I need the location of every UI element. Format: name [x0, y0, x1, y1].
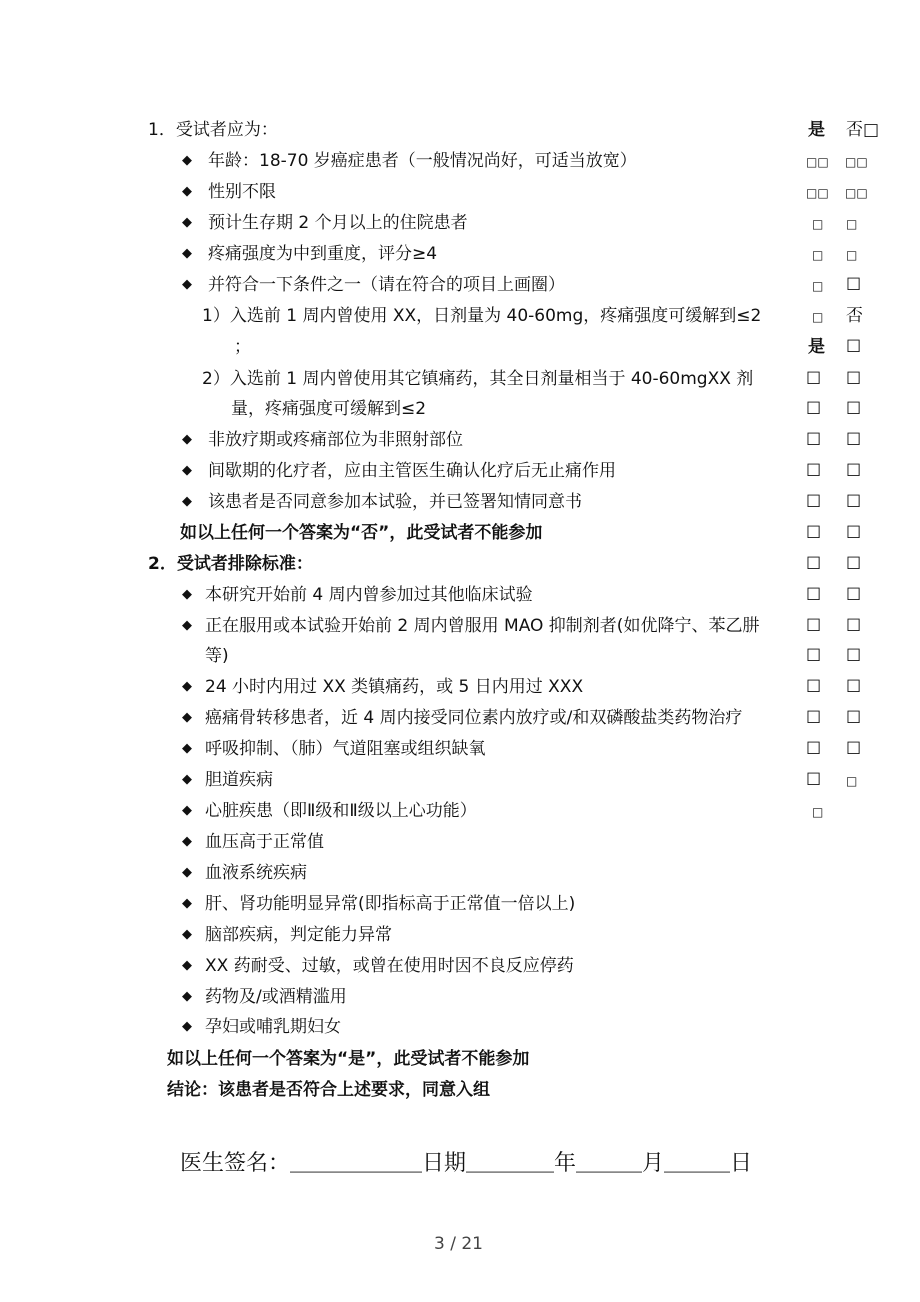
checkbox-yes[interactable]: ☐ [806, 739, 822, 759]
checkbox-no[interactable]: □□ [845, 186, 868, 200]
exclusion-item: 心脏疾患（即Ⅱ级和Ⅱ级以上心功能） [205, 801, 477, 821]
bullet-icon: ◆ [182, 587, 192, 602]
checkbox-no[interactable]: ☐ [846, 708, 862, 728]
exclusion-item: 癌痛骨转移患者，近 4 周内接受同位素内放疗或/和双磷酸盐类药物治疗 [205, 708, 743, 728]
checkbox-yes[interactable]: ☐ [806, 492, 822, 512]
checkbox-no[interactable]: ☐ [846, 677, 862, 697]
page-number: 3 / 21 [434, 1234, 483, 1254]
bullet-icon: ◆ [182, 989, 192, 1004]
checkbox-yes[interactable]: ☐ [806, 461, 822, 481]
exclusion-item: 本研究开始前 4 周内曾参加过其他临床试验 [205, 585, 533, 605]
inclusion-item: 年龄：18-70 岁癌症患者（一般情况尚好，可适当放宽） [208, 151, 637, 171]
sub-item-1: 1）入选前 1 周内曾使用 XX，日剂量为 40-60mg，疼痛强度可缓解到≤2 [202, 306, 762, 326]
bullet-icon: ◆ [182, 1019, 192, 1034]
exclusion-item: 呼吸抑制、（肺）气道阻塞或组织缺氧 [205, 739, 486, 759]
conclusion: 结论：该患者是否符合上述要求，同意入组 [167, 1080, 490, 1100]
bullet-icon: ◆ [182, 494, 192, 509]
bullet-icon: ◆ [182, 463, 192, 478]
checkbox-no[interactable]: ☐ [846, 554, 862, 574]
exclusion-item: 血压高于正常值 [205, 832, 324, 852]
yes-label: 是 [808, 337, 825, 357]
bullet-icon: ◆ [182, 741, 192, 756]
checkbox-yes[interactable]: ☐ [806, 369, 822, 389]
bullet-icon: ◆ [182, 958, 192, 973]
checkbox-yes[interactable]: □ [812, 805, 824, 819]
section-2-title: 2．受试者排除标准： [148, 554, 313, 574]
checkbox-yes[interactable]: ☐ [806, 616, 822, 636]
checkbox-yes[interactable]: □ [812, 248, 824, 262]
checkbox-no[interactable]: □ [846, 774, 858, 788]
checkbox-no[interactable]: ☐ [846, 275, 862, 295]
section-1-title: 1．受试者应为： [148, 120, 278, 140]
checkbox-yes[interactable]: □ [812, 310, 824, 324]
exclusion-item: 血液系统疾病 [205, 863, 307, 883]
bullet-icon: ◆ [182, 184, 192, 199]
checkbox-yes[interactable]: ☐ [806, 430, 822, 450]
exclusion-note: 如以上任何一个答案为“是”，此受试者不能参加 [167, 1049, 530, 1069]
exclusion-item: 24 小时内用过 XX 类镇痛药，或 5 日内用过 XXX [205, 677, 584, 697]
signature-line: 医生签名：＿＿＿＿＿＿日期＿＿＿＿年＿＿＿月＿＿＿日 [180, 1151, 753, 1176]
checkbox-yes[interactable]: □□ [806, 186, 829, 200]
bullet-icon: ◆ [182, 803, 192, 818]
bullet-icon: ◆ [182, 277, 192, 292]
checkbox-yes[interactable]: ☐ [806, 646, 822, 666]
checkbox-yes[interactable]: □ [812, 217, 824, 231]
checkbox-yes[interactable]: ☐ [806, 677, 822, 697]
bullet-icon: ◆ [182, 927, 192, 942]
sub-item-2: 2）入选前 1 周内曾使用其它镇痛药，其全日剂量相当于 40-60mgXX 剂 [202, 369, 754, 389]
checkbox-yes[interactable]: □□ [806, 155, 829, 169]
checkbox-no[interactable]: ☐ [846, 616, 862, 636]
bullet-icon: ◆ [182, 153, 192, 168]
bullet-icon: ◆ [182, 865, 192, 880]
column-no-label: 否□ [846, 120, 880, 140]
checkbox-no[interactable]: □□ [845, 155, 868, 169]
inclusion-item: 该患者是否同意参加本试验，并已签署知情同意书 [208, 492, 582, 512]
checkbox-no[interactable]: ☐ [846, 430, 862, 450]
bullet-icon: ◆ [182, 679, 192, 694]
exclusion-item: XX 药耐受、过敏，或曾在使用时因不良反应停药 [205, 956, 574, 976]
inclusion-note: 如以上任何一个答案为“否”，此受试者不能参加 [180, 523, 543, 543]
checkbox-yes[interactable]: ☐ [806, 770, 822, 790]
checkbox-yes[interactable]: ☐ [806, 399, 822, 419]
checkbox-no[interactable]: ☐ [846, 492, 862, 512]
sub-item-1-cont: ； [234, 337, 251, 357]
checkbox-yes[interactable]: ☐ [806, 708, 822, 728]
no-label: 否 [846, 306, 863, 326]
checkbox-yes[interactable]: ☐ [806, 585, 822, 605]
checkbox-no[interactable]: ☐ [846, 585, 862, 605]
sub-item-2-cont: 量，疼痛强度可缓解到≤2 [231, 399, 427, 419]
bullet-icon: ◆ [182, 432, 192, 447]
bullet-icon: ◆ [182, 772, 192, 787]
exclusion-item: 正在服用或本试验开始前 2 周内曾服用 MAO 抑制剂者(如优降宁、苯乙肼 [205, 616, 760, 636]
checkbox-no[interactable]: ☐ [846, 646, 862, 666]
inclusion-item: 非放疗期或疼痛部位为非照射部位 [208, 430, 463, 450]
exclusion-item: 药物及/或酒精滥用 [205, 987, 347, 1007]
bullet-icon: ◆ [182, 834, 192, 849]
checkbox-no[interactable]: ☐ [846, 739, 862, 759]
inclusion-item: 性别不限 [208, 182, 276, 202]
checkbox-no[interactable]: □ [846, 217, 858, 231]
inclusion-item: 预计生存期 2 个月以上的住院患者 [208, 213, 468, 233]
checkbox-no[interactable]: ☐ [846, 337, 862, 357]
checkbox-no[interactable]: ☐ [846, 369, 862, 389]
exclusion-item-cont: 等) [205, 646, 229, 666]
exclusion-item: 肝、肾功能明显异常(即指标高于正常值一倍以上) [205, 894, 576, 914]
exclusion-item: 脑部疾病，判定能力异常 [205, 925, 392, 945]
exclusion-item: 胆道疾病 [205, 770, 273, 790]
bullet-icon: ◆ [182, 896, 192, 911]
inclusion-item: 并符合一下条件之一（请在符合的项目上画圈） [208, 275, 565, 295]
inclusion-item: 间歇期的化疗者，应由主管医生确认化疗后无止痛作用 [208, 461, 616, 481]
bullet-icon: ◆ [182, 618, 192, 633]
bullet-icon: ◆ [182, 246, 192, 261]
checkbox-yes[interactable]: ☐ [806, 523, 822, 543]
checkbox-yes[interactable]: ☐ [806, 554, 822, 574]
bullet-icon: ◆ [182, 215, 192, 230]
checkbox-no[interactable]: ☐ [846, 523, 862, 543]
checkbox-yes[interactable]: □ [812, 279, 824, 293]
inclusion-item: 疼痛强度为中到重度，评分≥4 [208, 244, 438, 264]
checkbox-no[interactable]: ☐ [846, 399, 862, 419]
checkbox-no[interactable]: □ [846, 248, 858, 262]
exclusion-item: 孕妇或哺乳期妇女 [205, 1017, 341, 1037]
column-yes-label: 是 [808, 120, 825, 140]
bullet-icon: ◆ [182, 710, 192, 725]
checkbox-no[interactable]: ☐ [846, 461, 862, 481]
